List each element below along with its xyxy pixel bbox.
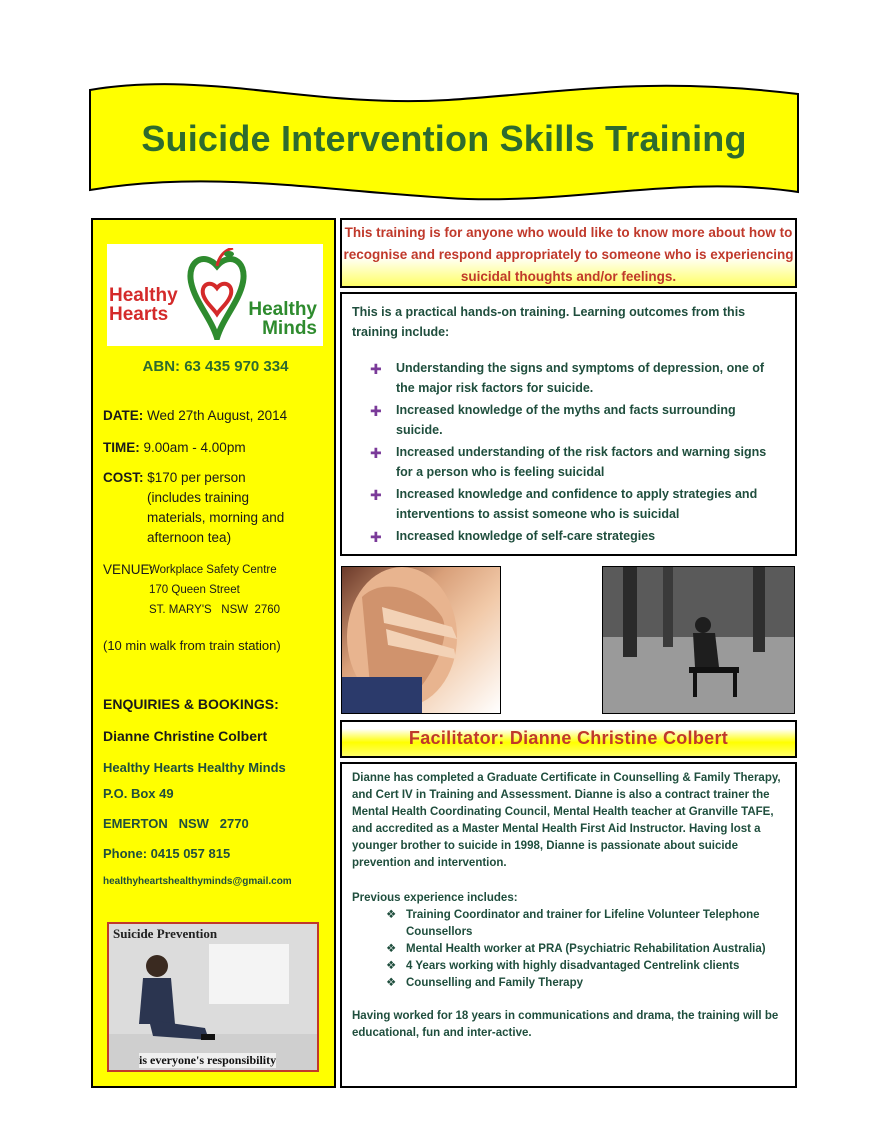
arrow-bullet-icon: ✚ [370,487,382,503]
date-value: Wed 27th August, 2014 [147,408,288,423]
venue-address [149,560,280,620]
venue-line-1: Workplace Safety Centre [149,564,277,576]
healthy-hearts-healthy-minds-logo [107,244,323,346]
cost-line [103,468,284,548]
learning-outcomes-box [340,292,797,556]
venue-line-3: ST. MARY'S NSW 2760 [149,604,281,616]
cost-detail-1: (includes training [147,490,250,505]
date-label: DATE: [103,408,144,423]
cost-label: COST: [103,470,144,485]
outcomes-intro: This is a practical hands-on training. Learning outcomes from this training include: [352,305,746,339]
cost-detail-3: afternoon tea) [147,530,232,545]
logo-left-text: Healthy Hearts [109,285,178,325]
contact-name: Dianne Christine Colbert [103,728,268,744]
walk-note: (10 min walk from train station) [103,638,281,653]
venue-label: VENUE: [103,562,154,577]
facilitator-details [340,762,797,1088]
arrow-bullet-icon: ✚ [370,403,382,419]
logo-right-text: Healthy Minds [248,299,317,339]
list-item: ❖ 4 Years working with highly disadvantaged Centrelink clients [352,958,785,975]
org-name: Healthy Hearts Healthy Minds [103,760,286,775]
venue-line-2: 170 Queen Street [149,584,240,596]
date-line [103,406,287,426]
info-sidebar [91,218,336,1088]
distressed-person-photo [341,566,501,714]
po-box: P.O. Box 49 [103,786,174,801]
list-item: ✚ Increased knowledge of self-care strategies [370,529,656,545]
arrow-bullet-icon: ✚ [370,529,382,545]
experience-list [352,907,785,992]
list-item: ✚ Understanding the signs and symptoms of depression, one of the major risk factors for suicide. [370,361,765,395]
page-title: Suicide Intervention Skills Training [141,118,747,159]
diamond-bullet-icon: ❖ [386,960,397,972]
hand-on-face-illustration [342,567,501,714]
email-link[interactable]: healthyheartshealthyminds@gmail.com [103,876,292,887]
phone-number[interactable]: Phone: 0415 057 815 [103,846,231,861]
time-label: TIME: [103,440,140,455]
audience-callout [340,218,797,288]
facilitator-bio: Dianne has completed a Graduate Certificate in Counselling & Family Therapy, and Cert IV in Training and Assessment. Dianne is also a contract trainer the Mental Health Coordinating Council, Mental Health teacher at Granville TAFE, and accredited as a Master Mental Health First Aid Instructor. Having lost a younger brother to suicide in 1998, Dianne is passionate about suicide prevention and intervention. [352,772,781,869]
list-item: ❖ Counselling and Family Therapy [352,975,785,992]
enquiries-heading: ENQUIRIES & BOOKINGS: [103,696,279,712]
diamond-bullet-icon: ❖ [386,977,397,989]
facilitator-heading: Facilitator: Dianne Christine Colbert [340,720,797,758]
person-sitting-illustration [109,924,317,1070]
title-banner [88,78,800,206]
list-item: ✚ Increased knowledge and confidence to apply strategies and interventions to assist someone who is suicidal [370,487,758,521]
previous-experience-title: Previous experience includes: [352,892,518,904]
list-item: ❖ Mental Health worker at PRA (Psychiatric Rehabilitation Australia) [352,941,785,958]
suburb: EMERTON NSW 2770 [103,816,249,831]
list-item: ✚ Increased understanding of the risk factors and warning signs for a person who is feeling suicidal [370,445,767,479]
poster-caption-top: Suicide Prevention [113,926,218,941]
diamond-bullet-icon: ❖ [386,943,397,955]
abn-number: ABN: 63 435 970 334 [142,358,289,375]
time-value: 9.00am - 4.00pm [143,440,246,455]
outcomes-list [352,358,785,546]
person-on-bench-photo [602,566,795,714]
poster-caption-bottom: is everyone's responsibility [139,1053,277,1067]
list-item: ❖ Training Coordinator and trainer for Lifeline Volunteer Telephone Counsellors [386,909,760,938]
callout-text: This training is for anyone who would like to know more about how to recognise and respond appropriately to someone who is experiencing suicidal thoughts and/or feelings. [343,225,794,284]
list-item: ✚ Increased knowledge of the myths and facts surrounding suicide. [370,403,736,437]
arrow-bullet-icon: ✚ [370,445,382,461]
cost-value: $170 per person [147,470,246,485]
closing-statement: Having worked for 18 years in communications and drama, the training will be educational, fun and inter-active. [352,1010,779,1039]
arrow-bullet-icon: ✚ [370,361,382,377]
suicide-prevention-poster [107,922,319,1072]
park-bench-illustration [603,567,795,714]
diamond-bullet-icon: ❖ [386,909,397,921]
time-line [103,438,246,458]
cost-detail-2: materials, morning and [147,510,285,525]
